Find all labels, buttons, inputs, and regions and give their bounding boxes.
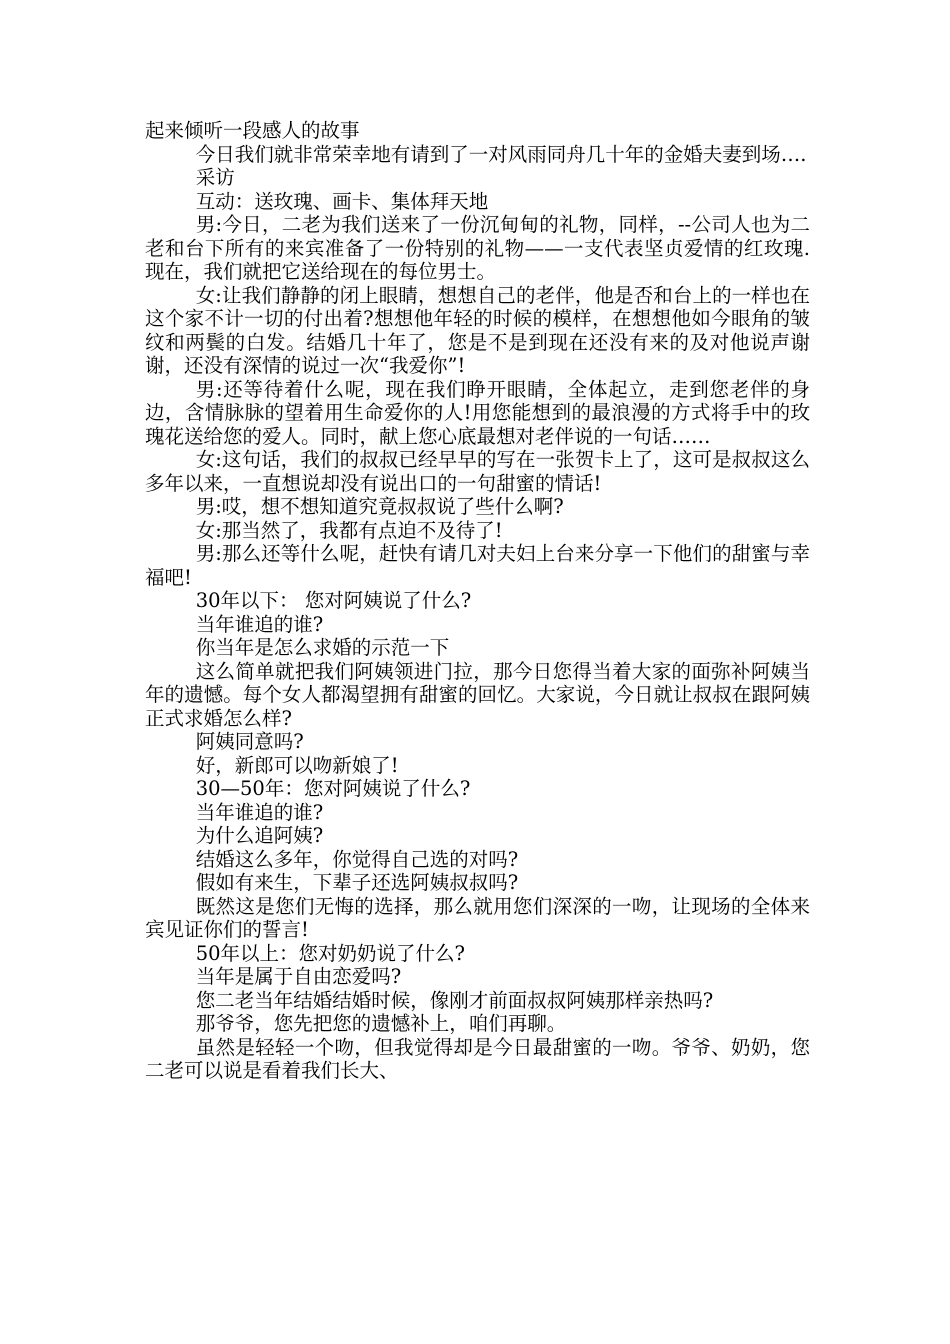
paragraph: 结婚这么多年，你觉得自己选的对吗? (195, 847, 519, 871)
paragraph: 好，新郎可以吻新娘了! (195, 753, 399, 777)
paragraph: 今日我们就非常荣幸地有请到了一对风雨同舟几十年的金婚夫妻到场…. (195, 142, 807, 166)
paragraph: 30—50年：您对阿姨说了什么? (195, 777, 471, 800)
paragraph: 你当年是怎么求婚的示范一下 (195, 636, 450, 659)
paragraph: 男:今日，二老为我们送来了一份沉甸甸的礼物，同样，--公司人也为二老和台下所有的来宾准备了一份特别的礼物——一支代表坚贞爱情的红玫瑰.现在，我们就把它送给现在的每位男士。 (145, 213, 810, 283)
paragraph: 男:那么还等什么呢，赶快有请几对夫妇上台来分享一下他们的甜蜜与幸福吧! (145, 542, 810, 589)
paragraph: 采访 (195, 166, 235, 189)
paragraph: 30年以下： 您对阿姨说了什么? (195, 589, 472, 612)
paragraph: 当年谁追的谁? (195, 612, 324, 636)
paragraph: 虽然是轻轻一个吻，但我觉得却是今日最甜蜜的一吻。爷爷、奶奶，您二老可以说是看着我们长大、 (145, 1035, 810, 1082)
paragraph: 50年以上：您对奶奶说了什么? (195, 941, 465, 965)
paragraph: 女:这句话，我们的叔叔已经早早的写在一张贺卡上了，这可是叔叔这么多年以来，一直想说却没有说出口的一句甜蜜的情话! (145, 448, 810, 495)
paragraph: 为什么追阿姨? (195, 824, 324, 847)
paragraph: 既然这是您们无悔的选择，那么就用您们深深的一吻，让现场的全体来宾见证你们的誓言! (145, 894, 810, 941)
paragraph: 假如有来生，下辈子还选阿姨叔叔吗? (195, 871, 519, 894)
paragraph: 互动：送玫瑰、画卡、集体拜天地 (195, 189, 489, 213)
paragraph: 当年是属于自由恋爱吗? (195, 965, 402, 988)
paragraph: 男:哎，想不想知道究竟叔叔说了些什么啊? (195, 495, 564, 518)
paragraph: 那爷爷，您先把您的遗憾补上，咱们再聊。 (195, 1012, 567, 1035)
paragraph: 起来倾听一段感人的故事 (145, 119, 360, 142)
paragraph: 女:那当然了，我都有点迫不及待了! (195, 518, 503, 542)
paragraph: 当年谁追的谁? (195, 800, 324, 824)
paragraph: 男:还等待着什么呢，现在我们睁开眼睛，全体起立，走到您老伴的身边，含情脉脉的望着用生命爱你的人!用您能想到的最浪漫的方式将手中的玫瑰花送给您的爱人。同时，献上您心底最想对老伴说的一句话…… (145, 377, 810, 448)
paragraph: 女:让我们静静的闭上眼睛，想想自己的老伴，他是否和台上的一样也在这个家不计一切的付出着?想想他年轻的时候的模样，在想想他如今眼角的皱纹和两鬓的白发。结婚几十年了，您是不是到现在还没有来的及对他说声谢谢，还没有深情的说过一次“我爱你”! (145, 283, 810, 377)
document-body (145, 119, 810, 1083)
paragraph: 阿姨同意吗? (195, 730, 304, 753)
paragraph: 这么简单就把我们阿姨领进门拉，那今日您得当着大家的面弥补阿姨当年的遗憾。每个女人都渴望拥有甜蜜的回忆。大家说，今日就让叔叔在跟阿姨正式求婚怎么样? (145, 659, 810, 730)
paragraph: 您二老当年结婚结婚时候，像刚才前面叔叔阿姨那样亲热吗? (195, 988, 714, 1012)
